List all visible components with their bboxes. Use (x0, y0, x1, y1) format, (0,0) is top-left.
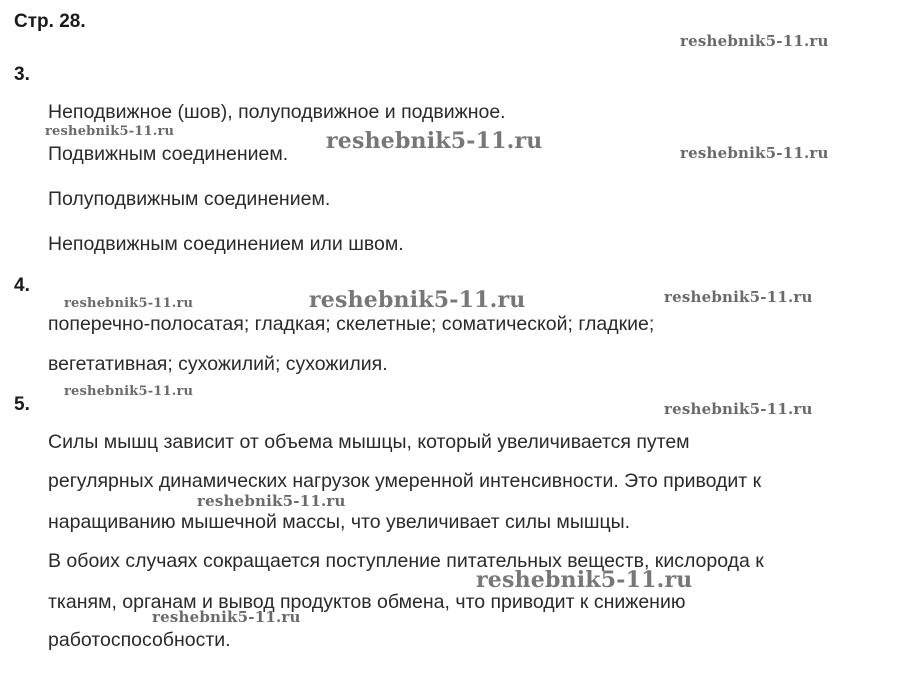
question-number-5: 5. (14, 394, 30, 415)
watermark: reshebnik5-11.ru (476, 567, 693, 593)
answer-line: Неподвижным соединением или швом. (48, 233, 404, 255)
watermark: reshebnik5-11.ru (326, 128, 543, 154)
answer-line: тканям, органам и вывод продуктов обмена, что приводит к снижению (48, 591, 686, 613)
watermark: reshebnik5-11.ru (664, 400, 813, 418)
watermark: reshebnik5-11.ru (309, 287, 526, 313)
question-number-3: 3. (14, 64, 30, 85)
watermark: reshebnik5-11.ru (152, 608, 301, 626)
answer-line: Силы мышц зависит от объема мышцы, который увеличивается путем (48, 431, 690, 453)
page-title: Стр. 28. (14, 11, 86, 32)
question-number-4: 4. (14, 275, 30, 296)
answer-line: работоспособности. (48, 629, 231, 651)
answer-line: регулярных динамических нагрузок умеренной интенсивности. Это приводит к (48, 470, 762, 492)
answer-line: поперечно-полосатая; гладкая; скелетные; соматической; гладкие; (48, 313, 655, 335)
watermark: reshebnik5-11.ru (680, 144, 829, 162)
answer-line: вегетативная; сухожилий; сухожилия. (48, 353, 388, 375)
answer-line: Подвижным соединением. (48, 143, 289, 165)
watermark: reshebnik5-11.ru (197, 492, 346, 510)
answer-line: В обоих случаях сокращается поступление питательных веществ, кислорода к (48, 550, 764, 572)
answer-line: Полуподвижным соединением. (48, 188, 331, 210)
watermark: reshebnik5-11.ru (64, 296, 194, 311)
watermark: reshebnik5-11.ru (664, 288, 813, 306)
watermark: reshebnik5-11.ru (64, 384, 194, 399)
answer-line: наращиванию мышечной массы, что увеличивает силы мышцы. (48, 511, 631, 533)
answer-line: Неподвижное (шов), полуподвижное и подвижное. (48, 101, 506, 123)
watermark: reshebnik5-11.ru (45, 124, 175, 139)
watermark: reshebnik5-11.ru (680, 32, 829, 50)
